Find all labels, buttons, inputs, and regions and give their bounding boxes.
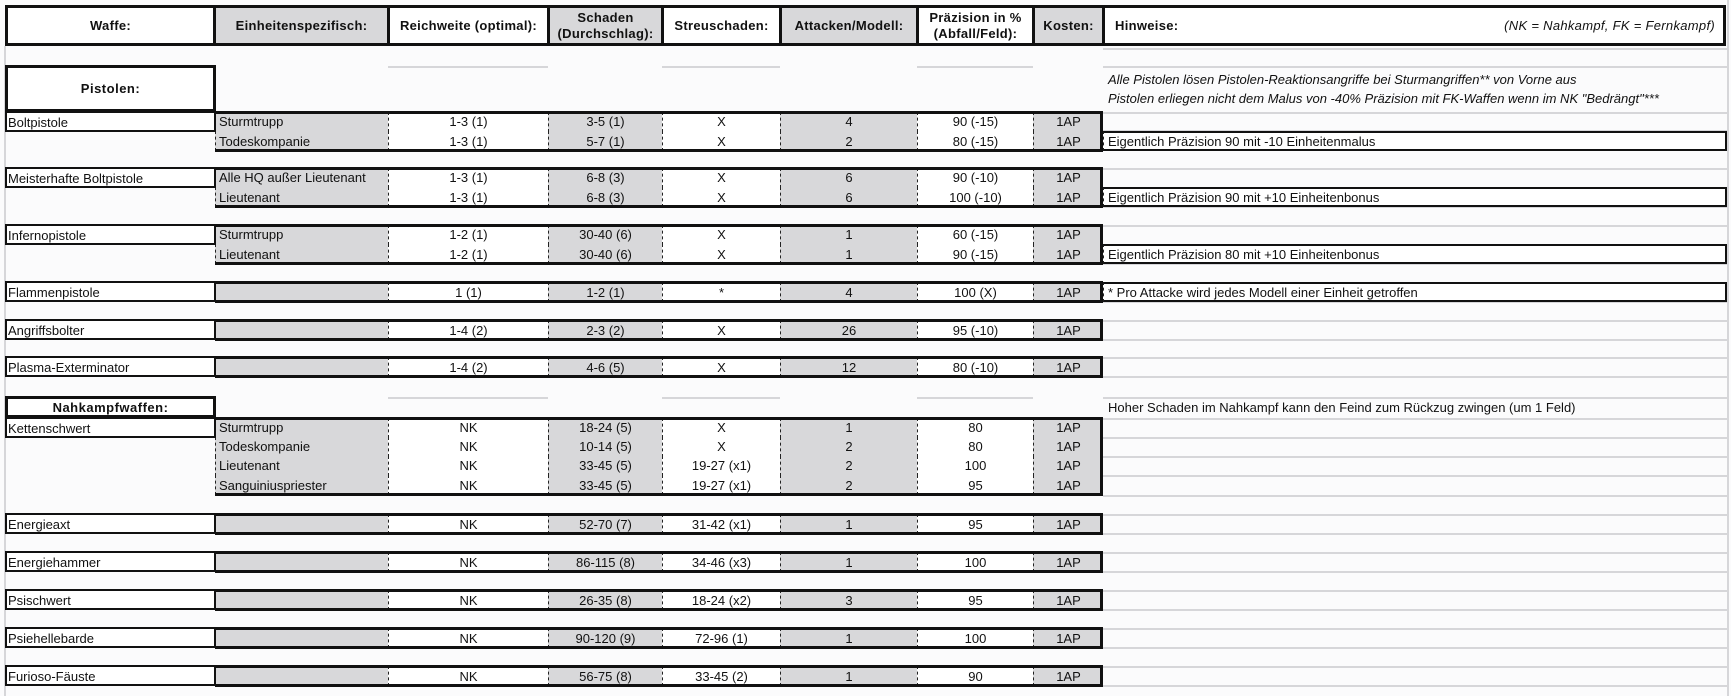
cell-reichweite[interactable]: 1-4 (2) xyxy=(388,320,548,340)
cell-schaden[interactable]: 26-35 (8) xyxy=(548,590,662,610)
cell-streu[interactable]: 72-96 (1) xyxy=(662,628,780,648)
cell-streu[interactable]: X xyxy=(662,187,780,207)
cell-einheit[interactable]: Sturmtrupp xyxy=(215,418,388,438)
cell-kosten[interactable]: 1AP xyxy=(1033,244,1103,264)
cell-hinweis[interactable] xyxy=(1103,475,1727,495)
cell-einheit[interactable]: Todeskompanie xyxy=(215,437,388,457)
header-hinweise xyxy=(1102,5,1726,46)
cell-waffe[interactable] xyxy=(5,244,215,264)
cell-streu[interactable]: 19-27 (x1) xyxy=(662,456,780,476)
cell-kosten[interactable]: 1AP xyxy=(1033,168,1103,188)
cell-reichweite[interactable]: NK xyxy=(388,552,548,572)
cell-kosten[interactable]: 1AP xyxy=(1033,131,1103,151)
cell-streu[interactable]: X xyxy=(662,437,780,457)
cell-praezision[interactable]: 80 xyxy=(917,418,1033,438)
cell-praezision[interactable]: 90 xyxy=(917,666,1033,686)
cell-kosten[interactable]: 1AP xyxy=(1033,320,1103,340)
cell-reichweite[interactable]: 1-3 (1) xyxy=(388,168,548,188)
table-row[interactable] xyxy=(5,514,1727,534)
table-row[interactable] xyxy=(5,552,1727,572)
cell-praezision[interactable]: 100 xyxy=(917,628,1033,648)
cell-hinweis[interactable] xyxy=(1103,168,1727,188)
cell-hinweis[interactable] xyxy=(1103,112,1727,132)
section-pistolen-label: Pistolen: xyxy=(80,81,141,96)
cell-reichweite[interactable]: 1-2 (1) xyxy=(388,244,548,264)
cell-reichweite[interactable]: 1-3 (1) xyxy=(388,112,548,132)
section-nahkampf-title xyxy=(5,396,216,418)
cell-praezision[interactable]: 95 (-10) xyxy=(917,320,1033,340)
header-schaden xyxy=(547,5,664,46)
cell-kosten[interactable]: 1AP xyxy=(1033,437,1103,457)
cell-streu[interactable]: 31-42 (x1) xyxy=(662,514,780,534)
section-pistolen-title xyxy=(5,65,216,112)
cell-reichweite[interactable]: 1-2 (1) xyxy=(388,225,548,245)
cell-schaden[interactable]: 30-40 (6) xyxy=(548,225,662,245)
cell-streu[interactable]: X xyxy=(662,112,780,132)
cell-streu[interactable]: X xyxy=(662,131,780,151)
cell-praezision[interactable]: 95 xyxy=(917,475,1033,495)
cell-einheit[interactable]: Lieutenant xyxy=(215,456,388,476)
cell-hinweis[interactable]: Eigentlich Präzision 90 mit +10 Einheitenbonus xyxy=(1103,187,1727,207)
cell-praezision[interactable]: 90 (-10) xyxy=(917,168,1033,188)
cell-hinweis[interactable]: * Pro Attacke wird jedes Modell einer Einheit getroffen xyxy=(1103,282,1727,302)
cell-waffe[interactable] xyxy=(5,475,215,495)
grid-line xyxy=(1103,66,1727,68)
header-praezision-line1: Präzision in % xyxy=(929,9,1022,25)
header-attacken-label: Attacken/Modell: xyxy=(794,17,904,33)
header-einheiten-label: Einheitenspezifisch: xyxy=(235,17,368,33)
cell-schaden[interactable]: 33-45 (5) xyxy=(548,456,662,476)
cell-kosten[interactable]: 1AP xyxy=(1033,112,1103,132)
cell-waffe[interactable] xyxy=(5,456,215,476)
grid-line xyxy=(917,397,1033,399)
cell-einheit[interactable]: Lieutenant xyxy=(215,187,388,207)
table-row[interactable] xyxy=(5,187,1727,207)
header-reichweite-label: Reichweite (optimal): xyxy=(399,17,538,33)
cell-praezision[interactable]: 90 (-15) xyxy=(917,244,1033,264)
cell-schaden[interactable]: 56-75 (8) xyxy=(548,666,662,686)
table-row[interactable] xyxy=(5,437,1727,457)
cell-schaden[interactable]: 30-40 (6) xyxy=(548,244,662,264)
table-row[interactable] xyxy=(5,112,1727,132)
cell-einheit[interactable] xyxy=(215,320,388,340)
cell-waffe[interactable]: Boltpistole xyxy=(5,112,215,132)
cell-schaden[interactable]: 4-6 (5) xyxy=(548,357,662,377)
cell-einheit[interactable] xyxy=(215,666,388,686)
header-legend: (NK = Nahkampf, FK = Fernkampf) xyxy=(1504,17,1715,33)
cell-einheit[interactable]: Alle HQ außer Lieutenant xyxy=(215,168,388,188)
table-row[interactable] xyxy=(5,282,1727,302)
cell-reichweite[interactable]: 1 (1) xyxy=(388,282,548,302)
table-row[interactable] xyxy=(5,590,1727,610)
cell-streu[interactable]: X xyxy=(662,225,780,245)
cell-einheit[interactable]: Sanguiniuspriester xyxy=(215,475,388,495)
cell-hinweis[interactable]: Eigentlich Präzision 90 mit -10 Einheitenmalus xyxy=(1103,131,1727,151)
cell-praezision[interactable]: 100 xyxy=(917,552,1033,572)
header-waffe xyxy=(5,5,216,46)
cell-praezision[interactable]: 100 xyxy=(917,456,1033,476)
cell-kosten[interactable]: 1AP xyxy=(1033,666,1103,686)
cell-einheit[interactable] xyxy=(215,357,388,377)
cell-attacken[interactable]: 3 xyxy=(780,590,917,610)
header-streu-label: Streuschaden: xyxy=(674,17,769,33)
cell-kosten[interactable]: 1AP xyxy=(1033,590,1103,610)
pistolen-note-2: Pistolen erliegen nicht dem Malus von -40% Präzision mit FK-Waffen wenn im NK "Bedrängt"*** xyxy=(1108,91,1659,106)
cell-hinweis[interactable] xyxy=(1103,225,1727,245)
cell-waffe[interactable]: Meisterhafte Boltpistole xyxy=(5,168,215,188)
table-row[interactable] xyxy=(5,418,1727,438)
cell-attacken[interactable]: 4 xyxy=(780,112,917,132)
header-schaden-line2: (Durchschlag): xyxy=(557,25,654,41)
cell-streu[interactable]: 19-27 (x1) xyxy=(662,475,780,495)
cell-attacken[interactable]: 6 xyxy=(780,187,917,207)
cell-schaden[interactable]: 6-8 (3) xyxy=(548,168,662,188)
cell-schaden[interactable]: 90-120 (9) xyxy=(548,628,662,648)
cell-einheit[interactable]: Todeskompanie xyxy=(215,131,388,151)
grid-line xyxy=(1727,0,1729,696)
cell-streu[interactable]: X xyxy=(662,418,780,438)
grid-line xyxy=(662,66,780,68)
cell-praezision[interactable]: 100 (X) xyxy=(917,282,1033,302)
cell-reichweite[interactable]: NK xyxy=(388,590,548,610)
cell-reichweite[interactable]: NK xyxy=(388,418,548,438)
cell-reichweite[interactable]: NK xyxy=(388,475,548,495)
cell-attacken[interactable]: 2 xyxy=(780,475,917,495)
cell-kosten[interactable]: 1AP xyxy=(1033,456,1103,476)
cell-reichweite[interactable]: 1-4 (2) xyxy=(388,357,548,377)
header-streuschaden xyxy=(661,5,782,46)
cell-hinweis[interactable] xyxy=(1103,456,1727,476)
cell-waffe[interactable]: Psiehellebarde xyxy=(5,628,215,648)
cell-reichweite[interactable]: 1-3 (1) xyxy=(388,187,548,207)
table-row[interactable] xyxy=(5,628,1727,648)
cell-attacken[interactable]: 1 xyxy=(780,514,917,534)
cell-reichweite[interactable]: NK xyxy=(388,456,548,476)
cell-hinweis[interactable] xyxy=(1103,418,1727,438)
grid-line xyxy=(1103,397,1727,399)
cell-praezision[interactable]: 80 (-10) xyxy=(917,357,1033,377)
header-hinweise-label: Hinweise: xyxy=(1115,17,1179,33)
cell-praezision[interactable]: 80 (-15) xyxy=(917,131,1033,151)
cell-waffe[interactable]: Angriffsbolter xyxy=(5,320,215,340)
cell-attacken[interactable]: 1 xyxy=(780,244,917,264)
cell-einheit[interactable] xyxy=(215,628,388,648)
cell-kosten[interactable]: 1AP xyxy=(1033,225,1103,245)
table-row[interactable] xyxy=(5,225,1727,245)
cell-kosten[interactable]: 1AP xyxy=(1033,357,1103,377)
grid-line xyxy=(1103,495,1727,497)
pistolen-note-1: Alle Pistolen lösen Pistolen-Reaktionsangriffe bei Sturmangriffen** von Vorne aus xyxy=(1108,72,1577,87)
cell-waffe[interactable]: Energiehammer xyxy=(5,552,215,572)
cell-streu[interactable]: 33-45 (2) xyxy=(662,666,780,686)
header-waffe-label: Waffe: xyxy=(89,17,132,33)
cell-schaden[interactable]: 86-115 (8) xyxy=(548,552,662,572)
cell-attacken[interactable]: 2 xyxy=(780,437,917,457)
header-schaden-line1: Schaden xyxy=(577,9,634,25)
cell-attacken[interactable]: 1 xyxy=(780,628,917,648)
cell-streu[interactable]: X xyxy=(662,168,780,188)
cell-schaden[interactable]: 18-24 (5) xyxy=(548,418,662,438)
table-row[interactable] xyxy=(5,357,1727,377)
cell-schaden[interactable]: 33-45 (5) xyxy=(548,475,662,495)
cell-streu[interactable]: X xyxy=(662,244,780,264)
cell-waffe[interactable]: Flammenpistole xyxy=(5,282,215,302)
cell-reichweite[interactable]: NK xyxy=(388,628,548,648)
grid-line xyxy=(662,397,780,399)
cell-schaden[interactable]: 52-70 (7) xyxy=(548,514,662,534)
cell-streu[interactable]: X xyxy=(662,357,780,377)
cell-attacken[interactable]: 12 xyxy=(780,357,917,377)
cell-praezision[interactable]: 90 (-15) xyxy=(917,112,1033,132)
cell-schaden[interactable]: 5-7 (1) xyxy=(548,131,662,151)
cell-attacken[interactable]: 1 xyxy=(780,225,917,245)
cell-waffe[interactable] xyxy=(5,437,215,457)
header-einheitenspezifisch xyxy=(213,5,390,46)
cell-kosten[interactable]: 1AP xyxy=(1033,282,1103,302)
header-attacken xyxy=(779,5,919,46)
cell-einheit[interactable]: Sturmtrupp xyxy=(215,225,388,245)
header-kosten-label: Kosten: xyxy=(1043,17,1094,33)
cell-waffe[interactable]: Psischwert xyxy=(5,590,215,610)
cell-reichweite[interactable]: NK xyxy=(388,437,548,457)
cell-schaden[interactable]: 2-3 (2) xyxy=(548,320,662,340)
cell-kosten[interactable]: 1AP xyxy=(1033,552,1103,572)
cell-schaden[interactable]: 10-14 (5) xyxy=(548,437,662,457)
cell-attacken[interactable]: 26 xyxy=(780,320,917,340)
grid-line xyxy=(388,397,548,399)
cell-waffe[interactable]: Energieaxt xyxy=(5,514,215,534)
cell-hinweis[interactable] xyxy=(1103,514,1727,534)
cell-kosten[interactable]: 1AP xyxy=(1033,628,1103,648)
header-kosten xyxy=(1032,5,1105,46)
cell-hinweis[interactable] xyxy=(1103,320,1727,340)
cell-hinweis[interactable] xyxy=(1103,437,1727,457)
cell-einheit[interactable] xyxy=(215,514,388,534)
nahkampf-note: Hoher Schaden im Nahkampf kann den Feind zum Rückzug zwingen (um 1 Feld) xyxy=(1108,400,1576,415)
cell-praezision[interactable]: 95 xyxy=(917,590,1033,610)
cell-hinweis[interactable] xyxy=(1103,357,1727,377)
cell-schaden[interactable]: 3-5 (1) xyxy=(548,112,662,132)
cell-einheit[interactable] xyxy=(215,282,388,302)
cell-attacken[interactable]: 4 xyxy=(780,282,917,302)
cell-hinweis[interactable] xyxy=(1103,666,1727,686)
cell-waffe[interactable]: Furioso-Fäuste xyxy=(5,666,215,686)
cell-waffe[interactable] xyxy=(5,131,215,151)
header-praezision xyxy=(916,5,1035,46)
cell-kosten[interactable]: 1AP xyxy=(1033,187,1103,207)
header-praezision-line2: (Abfall/Feld): xyxy=(933,25,1018,41)
cell-einheit[interactable] xyxy=(215,552,388,572)
cell-waffe[interactable] xyxy=(5,187,215,207)
cell-praezision[interactable]: 95 xyxy=(917,514,1033,534)
table-row[interactable] xyxy=(5,168,1727,188)
cell-attacken[interactable]: 6 xyxy=(780,168,917,188)
section-nahkampf-label: Nahkampfwaffen: xyxy=(52,399,169,415)
cell-attacken[interactable]: 2 xyxy=(780,456,917,476)
cell-attacken[interactable]: 2 xyxy=(780,131,917,151)
cell-reichweite[interactable]: NK xyxy=(388,514,548,534)
cell-hinweis[interactable]: Eigentlich Präzision 80 mit +10 Einheitenbonus xyxy=(1103,244,1727,264)
table-row[interactable] xyxy=(5,320,1727,340)
cell-waffe[interactable]: Plasma-Exterminator xyxy=(5,357,215,377)
cell-kosten[interactable]: 1AP xyxy=(1033,514,1103,534)
cell-streu[interactable]: X xyxy=(662,320,780,340)
cell-streu[interactable]: 18-24 (x2) xyxy=(662,590,780,610)
table-row[interactable] xyxy=(5,666,1727,686)
table-row[interactable] xyxy=(5,475,1727,495)
cell-einheit[interactable]: Sturmtrupp xyxy=(215,112,388,132)
cell-kosten[interactable]: 1AP xyxy=(1033,418,1103,438)
table-row[interactable] xyxy=(5,456,1727,476)
table-row[interactable] xyxy=(5,244,1727,264)
cell-einheit[interactable] xyxy=(215,590,388,610)
header-reichweite xyxy=(387,5,550,46)
cell-kosten[interactable]: 1AP xyxy=(1033,475,1103,495)
cell-praezision[interactable]: 60 (-15) xyxy=(917,225,1033,245)
cell-praezision[interactable]: 100 (-10) xyxy=(917,187,1033,207)
cell-streu[interactable]: * xyxy=(662,282,780,302)
grid-line xyxy=(1103,48,1727,50)
cell-einheit[interactable]: Lieutenant xyxy=(215,244,388,264)
cell-attacken[interactable]: 1 xyxy=(780,418,917,438)
cell-schaden[interactable]: 1-2 (1) xyxy=(548,282,662,302)
cell-streu[interactable]: 34-46 (x3) xyxy=(662,552,780,572)
cell-reichweite[interactable]: NK xyxy=(388,666,548,686)
cell-hinweis[interactable] xyxy=(1103,628,1727,648)
cell-attacken[interactable]: 1 xyxy=(780,666,917,686)
cell-waffe[interactable]: Kettenschwert xyxy=(5,418,215,438)
table-row[interactable] xyxy=(5,131,1727,151)
cell-reichweite[interactable]: 1-3 (1) xyxy=(388,131,548,151)
cell-schaden[interactable]: 6-8 (3) xyxy=(548,187,662,207)
grid-line xyxy=(388,66,548,68)
cell-waffe[interactable]: Infernopistole xyxy=(5,225,215,245)
cell-attacken[interactable]: 1 xyxy=(780,552,917,572)
cell-hinweis[interactable] xyxy=(1103,552,1727,572)
cell-hinweis[interactable] xyxy=(1103,590,1727,610)
cell-praezision[interactable]: 80 xyxy=(917,437,1033,457)
grid-line xyxy=(917,66,1033,68)
